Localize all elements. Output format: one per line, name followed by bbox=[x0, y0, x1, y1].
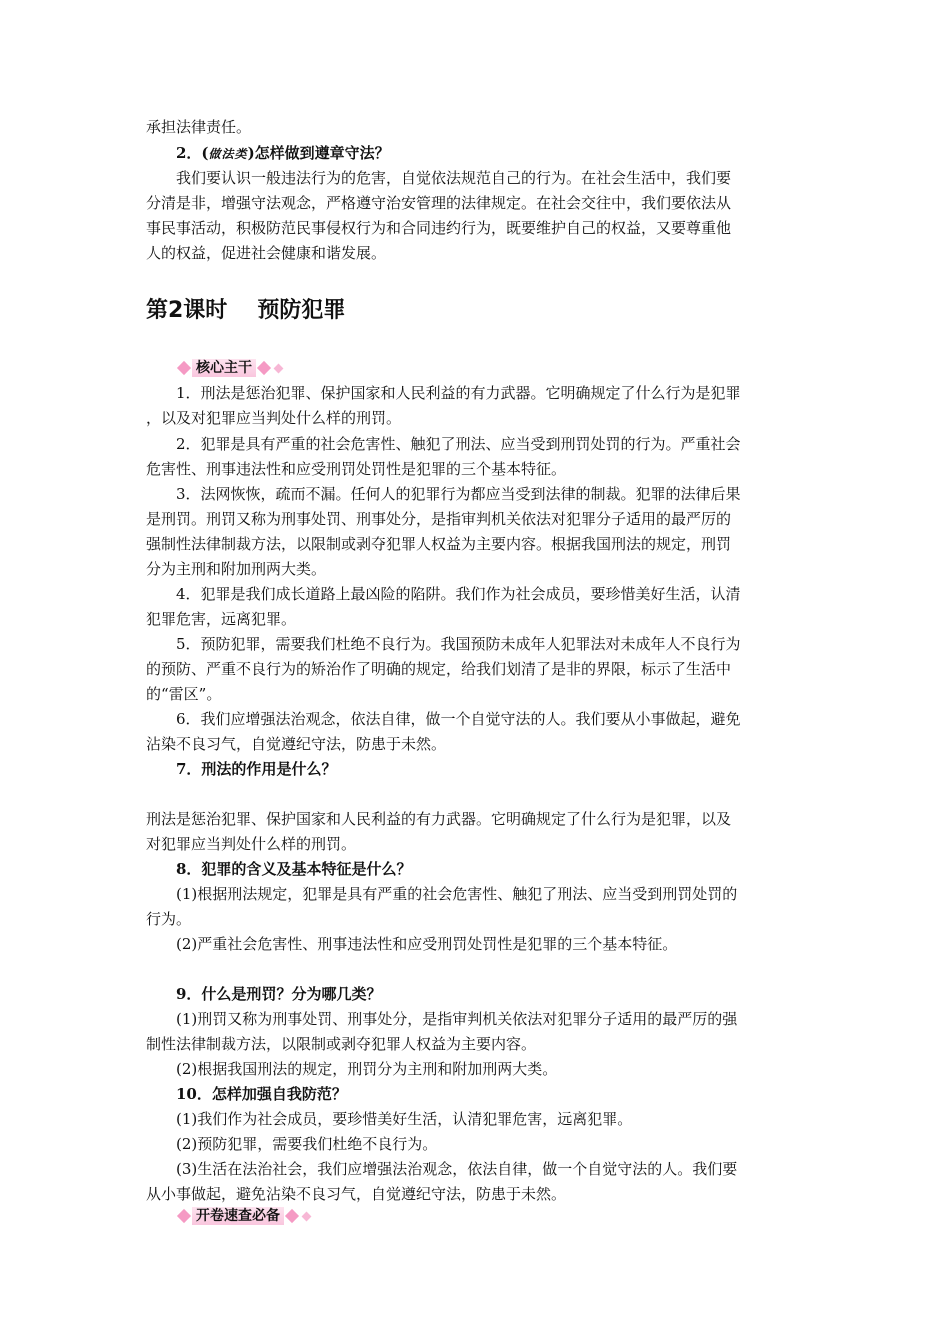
point-line: 1．刑法是惩治犯罪、保护国家和人民利益的有力武器。它明确规定了什么行为是犯罪 bbox=[176, 384, 741, 402]
point-line: 6．我们应增强法治观念，依法自律，做一个自觉守法的人。我们要从小事做起，避免 bbox=[176, 710, 741, 728]
question-heading: 8．犯罪的含义及基本特征是什么？ bbox=[176, 860, 412, 878]
lesson-name: 预防犯罪 bbox=[257, 298, 346, 323]
answer-line: (1)根据刑法规定，犯罪是具有严重的社会危害性、触犯了刑法、应当受到刑罚处罚的 bbox=[176, 885, 738, 903]
question-heading: 9．什么是刑罚？分为哪几类？ bbox=[176, 985, 382, 1003]
point-line: 4．犯罪是我们成长道路上最凶险的陷阱。我们作为社会成员，要珍惜美好生活，认清 bbox=[176, 585, 741, 603]
diamond-icon bbox=[274, 363, 284, 373]
lesson-number: 第2课时 bbox=[146, 298, 228, 323]
banner-label: 核心主干 bbox=[192, 359, 256, 377]
answer-line: (2)严重社会危害性、刑事违法性和应受刑罚处罚性是犯罪的三个基本特征。 bbox=[176, 935, 678, 953]
point-line: 2．犯罪是具有严重的社会危害性、触犯了刑法、应当受到刑罚处罚的行为。严重社会 bbox=[176, 435, 741, 453]
answer-line: (1)刑罚又称为刑事处罚、刑事处分，是指审判机关依法对犯罪分子适用的最严厉的强 bbox=[176, 1010, 738, 1028]
lesson-title bbox=[146, 296, 345, 326]
answer-line: (2)预防犯罪，需要我们杜绝不良行为。 bbox=[176, 1135, 438, 1153]
answer-line: 行为。 bbox=[146, 910, 192, 928]
answer-line: 刑法是惩治犯罪、保护国家和人民利益的有力武器。它明确规定了什么行为是犯罪，以及 bbox=[146, 810, 732, 828]
answer-line: 事民事活动，积极防范民事侵权行为和合同违约行为，既要维护自己的权益，又要尊重他 bbox=[146, 219, 732, 237]
question-heading: 10．怎样加强自我防范？ bbox=[176, 1085, 347, 1103]
point-line: 3．法网恢恢，疏而不漏。任何人的犯罪行为都应当受到法律的制裁。犯罪的法律后果 bbox=[176, 485, 741, 503]
answer-line: (1)我们作为社会成员，要珍惜美好生活，认清犯罪危害，远离犯罪。 bbox=[176, 1110, 633, 1128]
intro-line: 承担法律责任。 bbox=[146, 118, 252, 136]
answer-line: 人的权益，促进社会健康和谐发展。 bbox=[146, 244, 387, 262]
answer-line: 分清是非，增强守法观念，严格遵守治安管理的法律规定。在社会交往中，我们要依法从 bbox=[146, 194, 732, 212]
answer-line: 对犯罪应当判处什么样的刑罚。 bbox=[146, 835, 357, 853]
answer-line: (3)生活在法治社会，我们应增强法治观念，依法自律，做一个自觉守法的人。我们要 bbox=[176, 1160, 738, 1178]
answer-line: (2)根据我国刑法的规定，刑罚分为主刑和附加刑两大类。 bbox=[176, 1060, 558, 1078]
point-line: 分为主刑和附加刑两大类。 bbox=[146, 560, 327, 578]
diamond-icon bbox=[285, 1209, 299, 1223]
question-heading bbox=[176, 142, 390, 165]
point-line: ，以及对犯罪应当判处什么样的刑罚。 bbox=[146, 409, 402, 427]
point-line: 的预防、严重不良行为的矫治作了明确的规定，给我们划清了是非的界限，标示了生活中 bbox=[146, 660, 732, 678]
answer-line: 我们要认识一般违法行为的危害，自觉依法规范自己的行为。在社会生活中，我们要 bbox=[176, 169, 732, 187]
diamond-icon bbox=[177, 361, 191, 375]
point-line: 沾染不良习气，自觉遵纪守法，防患于未然。 bbox=[146, 735, 447, 753]
question-tag: 做法类 bbox=[208, 147, 248, 161]
point-line: 危害性、刑事违法性和应受刑罚处罚性是犯罪的三个基本特征。 bbox=[146, 460, 567, 478]
question-number: 2．( bbox=[176, 144, 209, 162]
diamond-icon bbox=[177, 1209, 191, 1223]
banner-label: 开卷速查必备 bbox=[192, 1207, 284, 1225]
point-line: 的“雷区”。 bbox=[146, 685, 222, 703]
diamond-icon bbox=[302, 1211, 312, 1221]
point-line: 犯罪危害，远离犯罪。 bbox=[146, 610, 297, 628]
section-banner-quick bbox=[176, 1205, 313, 1227]
question-text: )怎样做到遵章守法？ bbox=[247, 144, 390, 162]
answer-line: 制性法律制裁方法，以限制或剥夺犯罪人权益为主要内容。 bbox=[146, 1035, 537, 1053]
diamond-icon bbox=[257, 361, 271, 375]
section-banner-core bbox=[176, 357, 285, 379]
question-heading: 7．刑法的作用是什么？ bbox=[176, 760, 337, 778]
answer-line: 从小事做起，避免沾染不良习气，自觉遵纪守法，防患于未然。 bbox=[146, 1185, 567, 1203]
point-line: 是刑罚。刑罚又称为刑事处罚、刑事处分，是指审判机关依法对犯罪分子适用的最严厉的 bbox=[146, 510, 732, 528]
point-line: 强制性法律制裁方法，以限制或剥夺犯罪人权益为主要内容。根据我国刑法的规定，刑罚 bbox=[146, 535, 732, 553]
point-line: 5．预防犯罪，需要我们杜绝不良行为。我国预防未成年人犯罪法对未成年人不良行为 bbox=[176, 635, 741, 653]
